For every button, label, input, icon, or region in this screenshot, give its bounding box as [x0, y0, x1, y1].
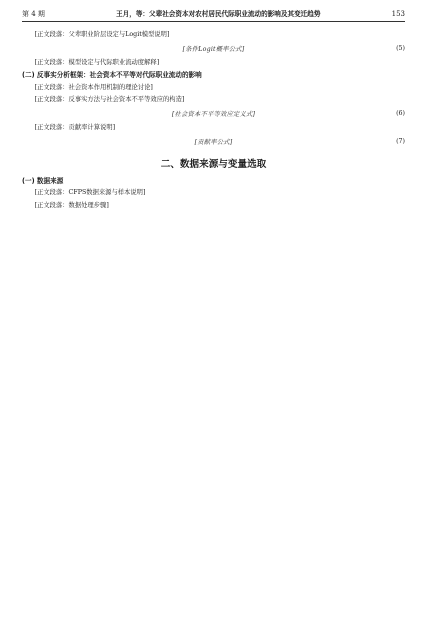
- page-number: 153: [391, 10, 405, 18]
- running-title: 王月，等：父辈社会资本对农村居民代际职业流动的影响及其变迁趋势: [116, 10, 321, 18]
- equation-5-body: [条件Logit概率公式]: [182, 46, 245, 54]
- paragraph-contribution-rate: [正文段落：贡献率计算说明]: [34, 124, 116, 132]
- running-head: [22, 8, 405, 22]
- paragraph-data-source: [正文段落：CFPS数据来源与样本说明]: [34, 189, 146, 197]
- equation-5: [22, 44, 405, 53]
- equation-7: [22, 137, 405, 146]
- paragraph-mechanism: [正文段落：社会资本作用机制的理论讨论]: [34, 83, 153, 91]
- equation-7-number: (7): [396, 138, 405, 146]
- paragraph-model-setup: [正文段落：父辈职业阶层设定与Logit模型说明]: [34, 31, 170, 38]
- paragraph-counterfactual-method: [正文段落：反事实方法与社会资本不平等效应的构造]: [34, 95, 185, 103]
- subheading-counterfactual: (二) 反事实分析框架：社会资本不平等对代际职业流动的影响: [22, 71, 202, 80]
- equation-6-number: (6): [396, 110, 405, 118]
- paragraph-model-explanation: [正文段落：模型设定与代际职业流动度解释]: [34, 59, 160, 67]
- equation-7-body: [贡献率公式]: [194, 139, 233, 147]
- subheading-data-source: (一) 数据来源: [22, 177, 64, 186]
- issue-label: 第 4 期: [22, 10, 45, 18]
- equation-5-number: (5): [396, 45, 405, 53]
- equation-6-body: [社会资本不平等效应定义式]: [171, 111, 256, 119]
- paragraph-data-processing: [正文段落：数据处理步骤]: [34, 201, 109, 209]
- section-heading-data: 二、数据来源与变量选取: [160, 159, 267, 171]
- equation-6: [22, 109, 405, 118]
